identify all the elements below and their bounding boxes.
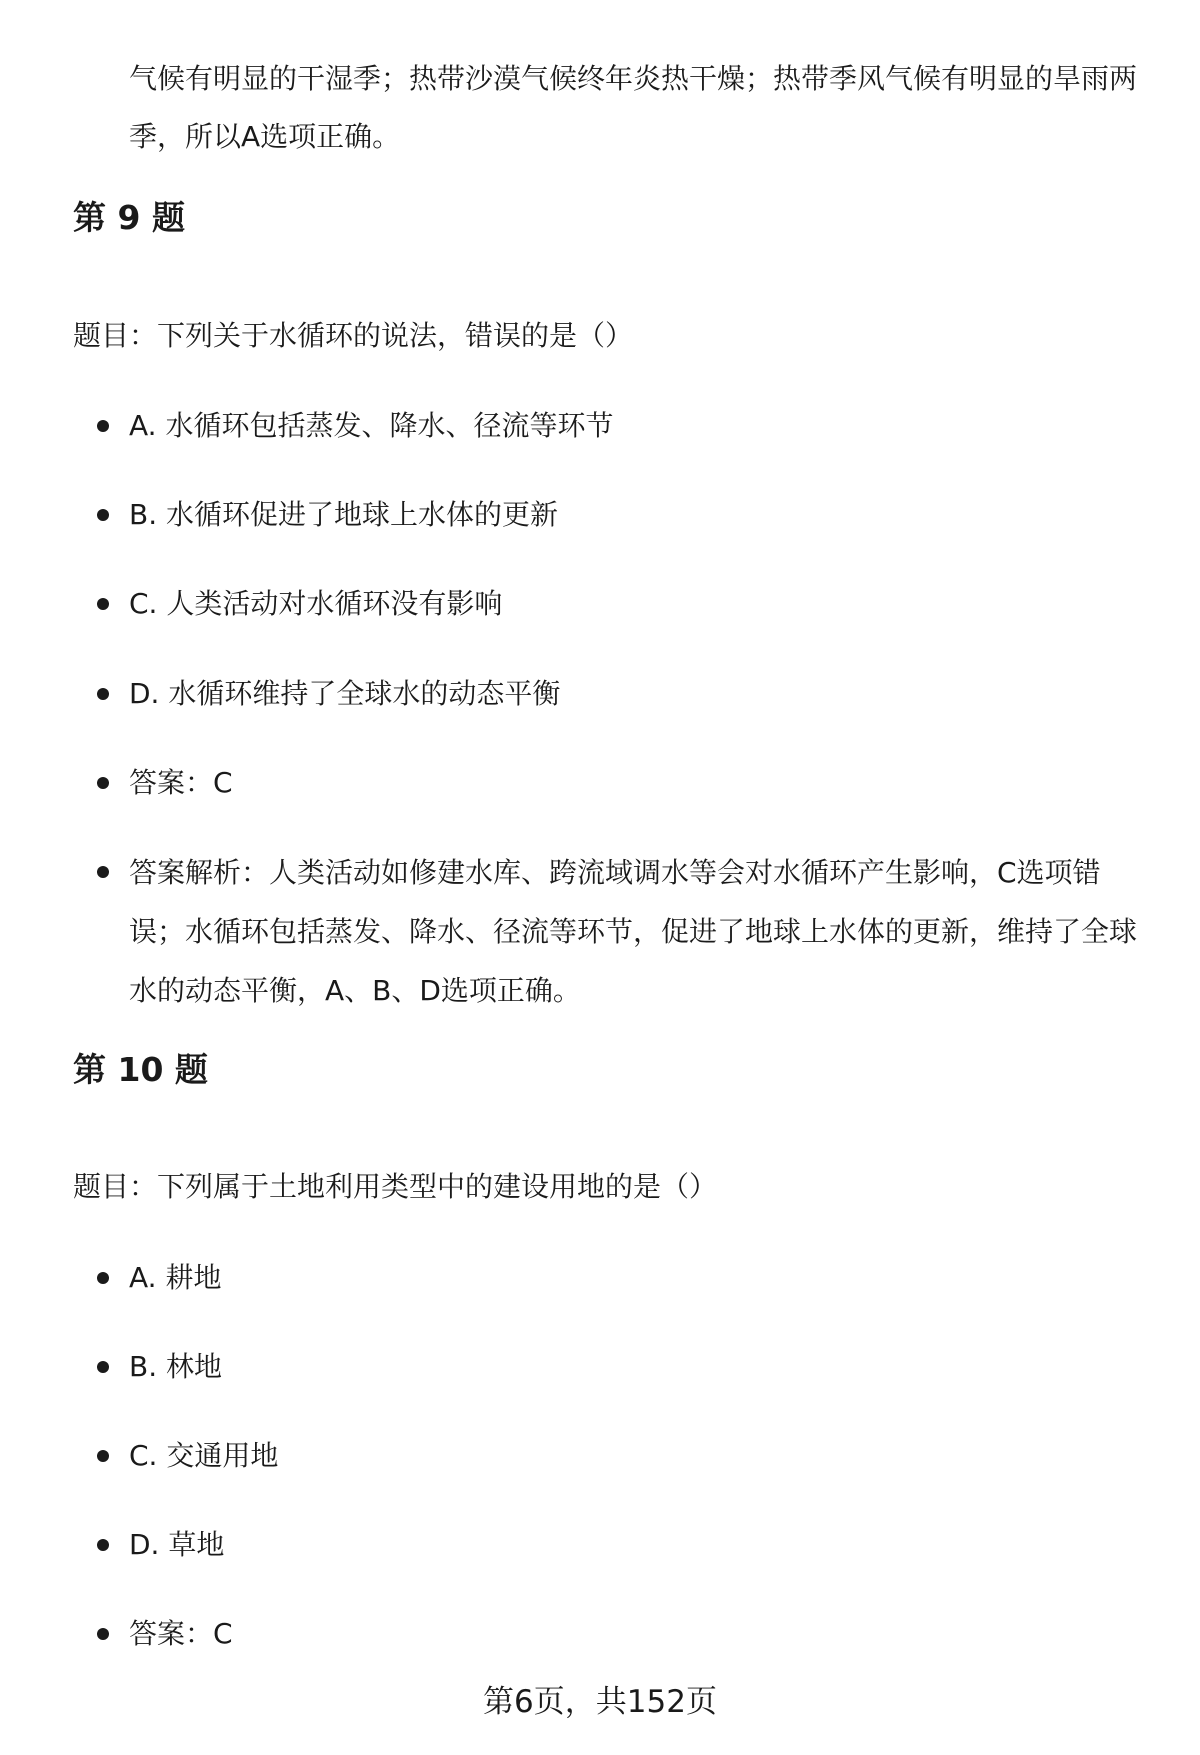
question-10-heading: 第 10 题 [73, 1050, 208, 1089]
question-9-analysis: 答案解析：人类活动如修建水库、跨流域调水等会对水循环产生影响，C选项错误；水循环包括蒸发、降水、径流等环节，促进了地球上水体的更新，维持了全球水的动态平衡，A、B、D选项正确。 [129, 856, 1138, 1007]
previous-analysis-continuation: 气候有明显的干湿季；热带沙漠气候终年炎热干燥；热带季风气候有明显的旱雨两季，所以A选项正确。 [129, 62, 1138, 153]
bullet-icon [97, 598, 109, 610]
bullet-icon [97, 1539, 109, 1551]
bullet-icon [97, 420, 109, 432]
bullet-icon [97, 866, 109, 878]
question-10-text: 题目：下列属于土地利用类型中的建设用地的是（） [73, 1170, 718, 1203]
bullet-icon [97, 1361, 109, 1373]
bullet-icon [97, 1628, 109, 1640]
bullet-icon [97, 1272, 109, 1284]
question-10-option-d: D. 草地 [129, 1528, 225, 1561]
bullet-icon [97, 509, 109, 521]
question-9-answer: 答案：C [129, 766, 233, 799]
question-10-option-b: B. 林地 [129, 1350, 223, 1383]
page-number-footer: 第6页，共152页 [483, 1684, 717, 1720]
question-10-answer: 答案：C [129, 1617, 233, 1650]
question-9-heading: 第 9 题 [73, 198, 185, 237]
bullet-icon [97, 688, 109, 700]
question-9-option-a: A. 水循环包括蒸发、降水、径流等环节 [129, 409, 614, 442]
question-9-text: 题目：下列关于水循环的说法，错误的是（） [73, 319, 634, 352]
question-9-option-d: D. 水循环维持了全球水的动态平衡 [129, 677, 561, 710]
question-9-option-b: B. 水循环促进了地球上水体的更新 [129, 498, 559, 531]
question-10-option-c: C. 交通用地 [129, 1439, 279, 1472]
bullet-icon [97, 1450, 109, 1462]
question-9-option-c: C. 人类活动对水循环没有影响 [129, 587, 503, 620]
question-10-option-a: A. 耕地 [129, 1261, 222, 1294]
bullet-icon [97, 777, 109, 789]
